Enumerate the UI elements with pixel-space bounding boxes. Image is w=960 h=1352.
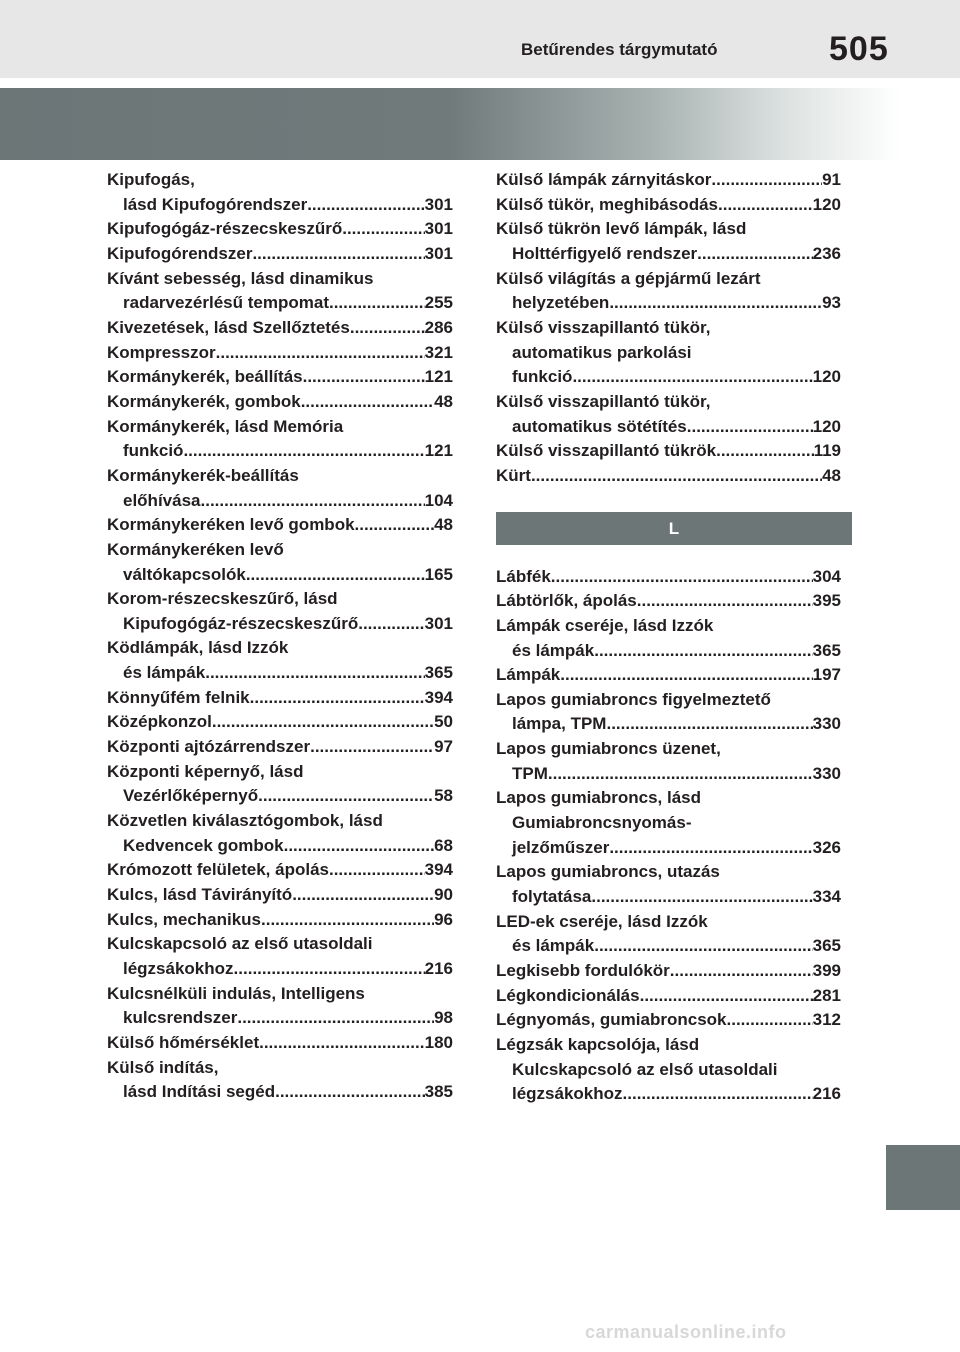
page-reference-link[interactable]: 334: [812, 887, 841, 907]
index-entry: [496, 464, 841, 489]
index-entry: [107, 858, 453, 883]
entry-text: Külső világítás a gépjármű lezárt: [496, 268, 761, 288]
entry-text: légzsákokhoz: [512, 1084, 623, 1104]
entry-text: Lábfék: [496, 566, 551, 586]
dot-leader: [355, 513, 435, 538]
header-title: Betűrendes tárgymutató: [521, 40, 718, 59]
index-entry: [496, 860, 841, 909]
page-reference-link[interactable]: 48: [822, 465, 841, 485]
entry-text: Kipufogógáz-részecskeszűrő: [123, 613, 359, 633]
dot-leader: [259, 1031, 425, 1056]
dot-leader: [640, 984, 813, 1009]
index-entry: [496, 984, 841, 1009]
dot-leader: [609, 291, 822, 316]
page-reference-link[interactable]: 365: [812, 640, 841, 660]
index-entry: [107, 587, 453, 636]
header-banner: [0, 88, 900, 160]
dot-leader: [205, 661, 424, 686]
dot-leader: [284, 834, 434, 859]
page-reference-link[interactable]: 301: [424, 219, 453, 239]
page-reference-link[interactable]: 394: [424, 687, 453, 707]
dot-leader: [687, 415, 813, 440]
index-entry: [107, 217, 453, 242]
index-entry: [107, 316, 453, 341]
dot-leader: [329, 858, 425, 883]
entry-text: automatikus parkolási: [512, 342, 692, 362]
dot-leader: [531, 464, 822, 489]
dot-leader: [594, 934, 812, 959]
page-reference-link[interactable]: 165: [424, 564, 453, 584]
page-reference-link[interactable]: 98: [434, 1008, 453, 1028]
entry-text: Lábtörlők, ápolás: [496, 591, 637, 611]
entry-text: Holttérfigyelő rendszer: [512, 243, 698, 263]
entry-text: funkció: [512, 367, 573, 387]
page-reference-link[interactable]: 120: [812, 367, 841, 387]
entry-text: Külső hőmérséklet: [107, 1032, 260, 1052]
index-entry: [496, 663, 841, 688]
entry-text: automatikus sötétítés: [512, 416, 687, 436]
index-entry: [496, 267, 841, 316]
page-reference-link[interactable]: 399: [812, 961, 841, 981]
index-entry: [496, 168, 841, 193]
page-reference-link[interactable]: 326: [812, 837, 841, 857]
entry-text: Kulcskapcsoló az első utasoldali: [107, 934, 373, 954]
dot-leader: [358, 612, 424, 637]
entry-text: Kivezetések, lásd Szellőztetés: [107, 317, 350, 337]
page-reference-link[interactable]: 91: [822, 170, 841, 189]
page-reference-link[interactable]: 394: [424, 860, 453, 880]
entry-text: Légzsák kapcsolója, lásd: [496, 1035, 700, 1054]
page-reference-link[interactable]: 321: [424, 342, 453, 362]
index-entry: [496, 217, 841, 266]
index-entry: [107, 513, 453, 538]
dot-leader: [275, 1080, 425, 1105]
index-entry: [496, 390, 841, 439]
index-entry: [496, 565, 841, 590]
entry-text: előhívása: [123, 490, 201, 510]
page-reference-link[interactable]: 97: [434, 737, 453, 757]
page-reference-link[interactable]: 301: [424, 243, 453, 263]
dot-leader: [637, 589, 813, 614]
entry-text: váltókapcsolók: [123, 564, 246, 584]
entry-text: TPM: [512, 763, 548, 783]
dot-leader: [350, 316, 425, 341]
index-entry: [107, 686, 453, 711]
entry-text: Külső tükör, meghibásodás: [496, 194, 718, 214]
entry-text: Kormánykeréken levő: [107, 539, 284, 559]
entry-text: és lámpák: [123, 663, 206, 683]
page-reference-link[interactable]: 301: [424, 194, 453, 214]
entry-text: kulcsrendszer: [123, 1008, 238, 1028]
index-entry: [107, 1031, 453, 1056]
entry-text: Kormánykeréken levő gombok: [107, 515, 355, 535]
entry-text: Gumiabroncsnyomás-: [512, 813, 692, 833]
page-reference-link[interactable]: 365: [424, 663, 453, 683]
entry-text: Lapos gumiabroncs, lásd: [496, 788, 701, 808]
dot-leader: [258, 784, 434, 809]
dot-leader: [246, 563, 425, 588]
dot-leader: [591, 885, 812, 910]
index-entry: [496, 1008, 841, 1033]
entry-text: lásd Indítási segéd: [123, 1082, 276, 1102]
footer-watermark: carmanualsonline.info: [585, 1322, 787, 1342]
entry-text: Kívánt sebesség, lásd dinamikus: [107, 268, 374, 288]
index-entry: [107, 735, 453, 760]
entry-text: Külső indítás,: [107, 1057, 219, 1077]
dot-leader: [212, 710, 434, 735]
page-reference-link[interactable]: 180: [424, 1032, 453, 1052]
dot-leader: [252, 242, 424, 267]
header-strip: [0, 0, 960, 78]
entry-text: lámpa, TPM: [512, 714, 607, 734]
dot-leader: [716, 439, 813, 464]
dot-leader: [310, 735, 434, 760]
index-entry: [107, 710, 453, 735]
entry-text: Lapos gumiabroncs, utazás: [496, 862, 720, 882]
page-reference-link[interactable]: 312: [812, 1010, 841, 1030]
thumb-index-tab[interactable]: [886, 1145, 960, 1210]
entry-text: lásd Kipufogórendszer: [123, 194, 308, 214]
index-entry: [107, 982, 453, 1031]
entry-text: Vezérlőképernyő: [123, 786, 259, 806]
page-reference-link[interactable]: 96: [434, 909, 453, 929]
entry-text: Kipufogás,: [107, 170, 195, 189]
index-entry: [496, 439, 841, 464]
dot-leader: [329, 291, 425, 316]
index-entry: [107, 809, 453, 858]
entry-text: Külső visszapillantó tükrök: [496, 441, 717, 461]
entry-text: Külső tükrön levő lámpák, lásd: [496, 219, 747, 239]
dot-leader: [711, 168, 822, 193]
entry-text: Külső lámpák zárnyitáskor: [496, 170, 712, 189]
page-reference-link[interactable]: 216: [424, 959, 453, 978]
index-column-left: [107, 168, 453, 1105]
dot-leader: [572, 365, 812, 390]
entry-text: folytatása: [512, 887, 592, 907]
index-entry: [496, 316, 841, 390]
dot-leader: [301, 390, 434, 415]
index-entry: [107, 390, 453, 415]
page-reference-link[interactable]: 120: [812, 416, 841, 436]
entry-text: Kulcs, lásd Távirányító: [107, 885, 293, 905]
page-reference-link[interactable]: 104: [424, 490, 453, 510]
index-entry: [496, 1033, 841, 1107]
entry-text: Kedvencek gombok: [123, 835, 284, 855]
index-entry: [107, 464, 453, 513]
entry-text: Lámpák: [496, 665, 561, 685]
entry-text: Kormánykerék-beállítás: [107, 465, 299, 485]
dot-leader: [551, 565, 813, 590]
index-entry: [107, 760, 453, 809]
page-reference-link[interactable]: 216: [812, 1084, 841, 1104]
index-entry: [107, 1056, 453, 1105]
dot-leader: [183, 439, 424, 464]
index-entry: [107, 883, 453, 908]
entry-text: Krómozott felületek, ápolás: [107, 860, 329, 880]
page-reference-link[interactable]: 90: [434, 885, 453, 905]
dot-leader: [623, 1082, 813, 1107]
entry-text: Legkisebb fordulókör: [496, 961, 670, 981]
page-reference-link[interactable]: 301: [424, 613, 453, 633]
index-entry: [107, 932, 453, 981]
dot-leader: [609, 836, 812, 861]
dot-leader: [292, 883, 434, 908]
dot-leader: [261, 908, 434, 933]
entry-text: légzsákokhoz: [123, 959, 234, 978]
entry-text: és lámpák: [512, 936, 595, 956]
dot-leader: [342, 217, 424, 242]
entry-text: Külső visszapillantó tükör,: [496, 317, 711, 337]
dot-leader: [234, 957, 425, 982]
entry-text: Kulcs, mechanikus: [107, 909, 262, 929]
entry-text: Lapos gumiabroncs figyelmeztető: [496, 689, 771, 709]
dot-leader: [727, 1008, 813, 1033]
dot-leader: [697, 242, 812, 267]
page-reference-link[interactable]: 58: [434, 786, 453, 806]
page-reference-link[interactable]: 255: [424, 293, 453, 313]
entry-text: Kürt: [496, 465, 531, 485]
entry-text: Lámpák cseréje, lásd Izzók: [496, 615, 714, 635]
page-reference-link[interactable]: 50: [434, 712, 453, 732]
page-reference-link[interactable]: 286: [424, 317, 453, 337]
entry-text: funkció: [123, 441, 184, 461]
entry-text: Kompresszor: [107, 342, 216, 362]
index-group-l: [496, 565, 841, 1107]
index-entry: [496, 193, 841, 218]
dot-leader: [307, 193, 424, 218]
index-group-k-continued: [496, 168, 841, 489]
entry-text: helyzetében: [512, 293, 610, 313]
index-entry: [107, 415, 453, 464]
index-entry: [107, 267, 453, 316]
index-entry: [107, 365, 453, 390]
section-header-l: L: [496, 512, 852, 545]
dot-leader: [594, 639, 812, 664]
entry-text: Külső visszapillantó tükör,: [496, 391, 711, 411]
dot-leader: [216, 341, 425, 366]
dot-leader: [718, 193, 813, 218]
page-reference-link[interactable]: 48: [434, 515, 453, 535]
page-reference-link[interactable]: 120: [812, 194, 841, 214]
index-entry: [107, 168, 453, 217]
entry-text: Közvetlen kiválasztógombok, lásd: [107, 811, 383, 831]
page-reference-link[interactable]: 330: [812, 763, 841, 783]
page-reference-link[interactable]: 281: [812, 985, 841, 1005]
index-entry: [496, 959, 841, 984]
entry-text: Kulcskapcsoló az első utasoldali: [512, 1059, 778, 1079]
dot-leader: [237, 1006, 434, 1031]
entry-text: Központi ajtózárrendszer: [107, 737, 311, 757]
dot-leader: [560, 663, 812, 688]
dot-leader: [548, 762, 813, 787]
entry-text: Kipufogógáz-részecskeszűrő: [107, 219, 343, 239]
page-number: 505: [829, 30, 889, 68]
page-reference-link[interactable]: 365: [812, 936, 841, 956]
index-entry: [107, 341, 453, 366]
page-reference-link[interactable]: 68: [434, 835, 453, 855]
entry-text: Központi képernyő, lásd: [107, 761, 304, 781]
index-column-right: [496, 168, 841, 1107]
dot-leader: [606, 712, 812, 737]
page-reference-link[interactable]: 93: [822, 293, 841, 313]
index-entry: [107, 242, 453, 267]
page-reference-link[interactable]: 330: [812, 714, 841, 734]
index-entry: [496, 614, 841, 663]
page-reference-link[interactable]: 304: [812, 566, 841, 586]
index-entry: [496, 589, 841, 614]
dot-leader: [201, 489, 425, 514]
entry-text: Kormánykerék, beállítás: [107, 367, 303, 387]
entry-text: LED-ek cseréje, lásd Izzók: [496, 911, 708, 931]
entry-text: Kormánykerék, lásd Memória: [107, 416, 344, 436]
page-reference-link[interactable]: 121: [424, 441, 453, 461]
index-entry: [496, 910, 841, 959]
entry-text: Légnyomás, gumiabroncsok: [496, 1010, 727, 1030]
entry-text: jelzőműszer: [512, 837, 610, 857]
entry-text: Légkondicionálás: [496, 985, 640, 1005]
index-entry: [496, 688, 841, 737]
index-entry: [107, 538, 453, 587]
page-reference-link[interactable]: 395: [812, 591, 841, 611]
dot-leader: [670, 959, 813, 984]
index-entry: [496, 737, 841, 786]
entry-text: Ködlámpák, lásd Izzók: [107, 638, 289, 658]
entry-text: Korom-részecskeszűrő, lásd: [107, 589, 338, 609]
entry-text: és lámpák: [512, 640, 595, 660]
entry-text: Lapos gumiabroncs üzenet,: [496, 739, 721, 759]
entry-text: Kormánykerék, gombok: [107, 391, 301, 411]
entry-text: Középkonzol: [107, 712, 212, 732]
index-entry: [496, 786, 841, 860]
entry-text: Kulcsnélküli indulás, Intelligens: [107, 983, 365, 1003]
entry-text: Kipufogórendszer: [107, 243, 253, 263]
page-reference-link[interactable]: 48: [434, 391, 453, 411]
entry-text: Könnyűfém felnik: [107, 687, 250, 707]
dot-leader: [250, 686, 425, 711]
page-reference-link[interactable]: 385: [424, 1082, 453, 1102]
dot-leader: [303, 365, 425, 390]
page-reference-link[interactable]: 119: [813, 441, 841, 461]
entry-text: radarvezérlésű tempomat: [123, 293, 329, 313]
page-reference-link[interactable]: 121: [424, 367, 453, 387]
page-reference-link[interactable]: 197: [812, 665, 841, 685]
page-reference-link[interactable]: 236: [812, 243, 841, 263]
index-entry: [107, 908, 453, 933]
index-entry: [107, 636, 453, 685]
